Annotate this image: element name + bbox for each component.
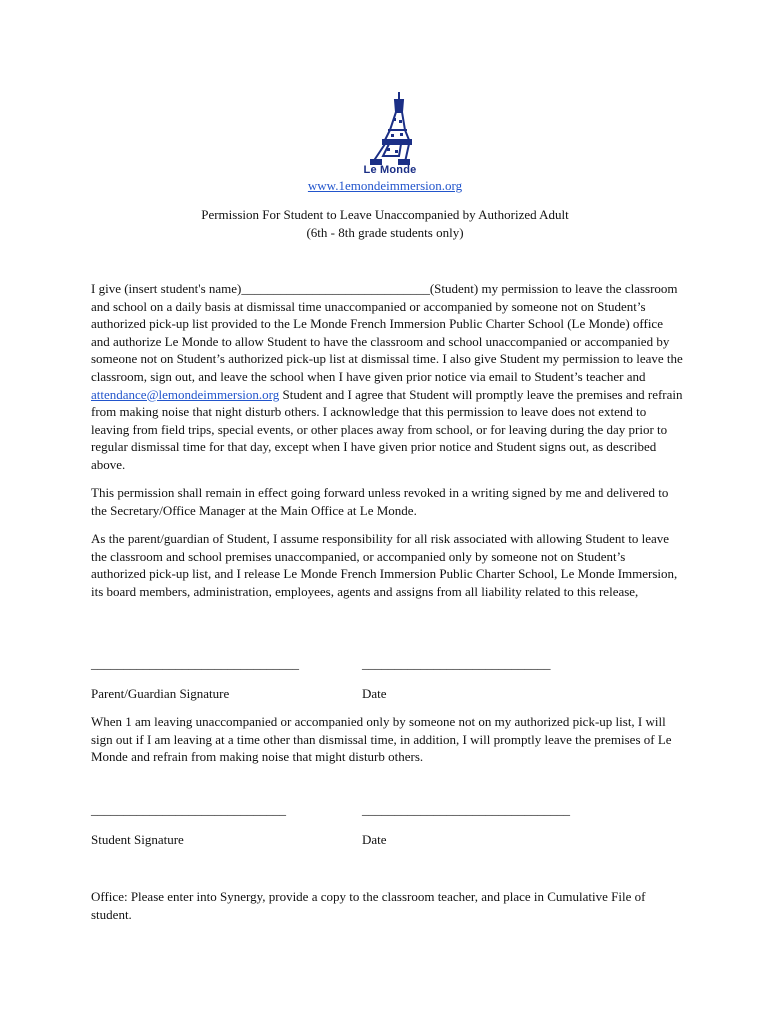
eiffel-tower-icon xyxy=(355,90,425,166)
parent-date-label: Date xyxy=(362,686,387,701)
duration-paragraph: This permission shall remain in effect going forward unless revoked in a writing signed by me and delivered to the Secretary/Office Manager at the Main Office at Le Monde. xyxy=(91,485,669,518)
student-date-label: Date xyxy=(362,832,387,847)
form-title xyxy=(0,206,770,242)
student-signature-label: Student Signature xyxy=(91,832,184,847)
student-date-line[interactable]: ________________________________ xyxy=(362,802,570,817)
logo-name: Le Monde xyxy=(363,164,417,176)
form-title-line2: (6th - 8th grade students only) xyxy=(306,225,464,240)
student-pledge-paragraph: When 1 am leaving unaccompanied or accompanied only by someone not on my authorized pick-up list, I will sign out if I am leaving at a time other than dismissal time, in addition, I will promptly leave the premises of Le Monde and refrain from making noise that might disturb others. xyxy=(91,714,672,765)
permission-paragraph xyxy=(91,280,683,474)
parent-signature-label: Parent/Guardian Signature xyxy=(91,686,230,701)
parent-date-line[interactable]: _____________________________ xyxy=(362,656,551,671)
attendance-email-link[interactable]: attendance@lemondeimmersion.org xyxy=(91,386,280,402)
website-link[interactable]: www.1emondeimmersion.org xyxy=(307,178,463,193)
paragraph1-text-a: I give (insert student's name)_____________________________(Student) my permission to leave the classroom and school on a daily basis at dismissal time unaccompanied or accompanied by someone not on Student’s authorized pick-up list provided to the Le Monde French Immersion Public Charter School (Le Monde) office and authorize Le Monde to allow Student to have the classroom and school unaccompanied or accompanied by someone not on Student’s authorized pick-up list at dismissal time. I also give Student my permission to leave the classroom, sign out, and leave the school when I have given prior notice via email to Student’s teacher and xyxy=(91,281,683,384)
responsibility-paragraph: As the parent/guardian of Student, I assume responsibility for all risk associated with allowing Student to leave the classroom and school premises unaccompanied, or accompanied only by someone not on Student’s authorized pick-up list, and I release Le Monde French Immersion Public Charter School, Le Monde Immersion, its board members, administration, employees, agents and assigns from all liability related to this release, xyxy=(91,531,678,599)
parent-signature-line[interactable]: ________________________________ xyxy=(91,656,299,671)
office-note: Office: Please enter into Synergy, provide a copy to the classroom teacher, and place in Cumulative File of student. xyxy=(91,889,646,922)
le-monde-logo xyxy=(355,90,425,180)
form-title-line1: Permission For Student to Leave Unaccompanied by Authorized Adult xyxy=(201,207,569,222)
student-signature-line[interactable]: ______________________________ xyxy=(91,802,286,817)
paragraph1-text-b: Student and I agree that Student will promptly leave the premises and refrain from making noise that night disturb others. I acknowledge that this permission to leave does not extend to leaving from field trips, special events, or other places away from school, or for leaving during the day prior to regular dismissal time for that day, except when I have given prior notice and Student signs out, as described above. xyxy=(91,386,683,472)
